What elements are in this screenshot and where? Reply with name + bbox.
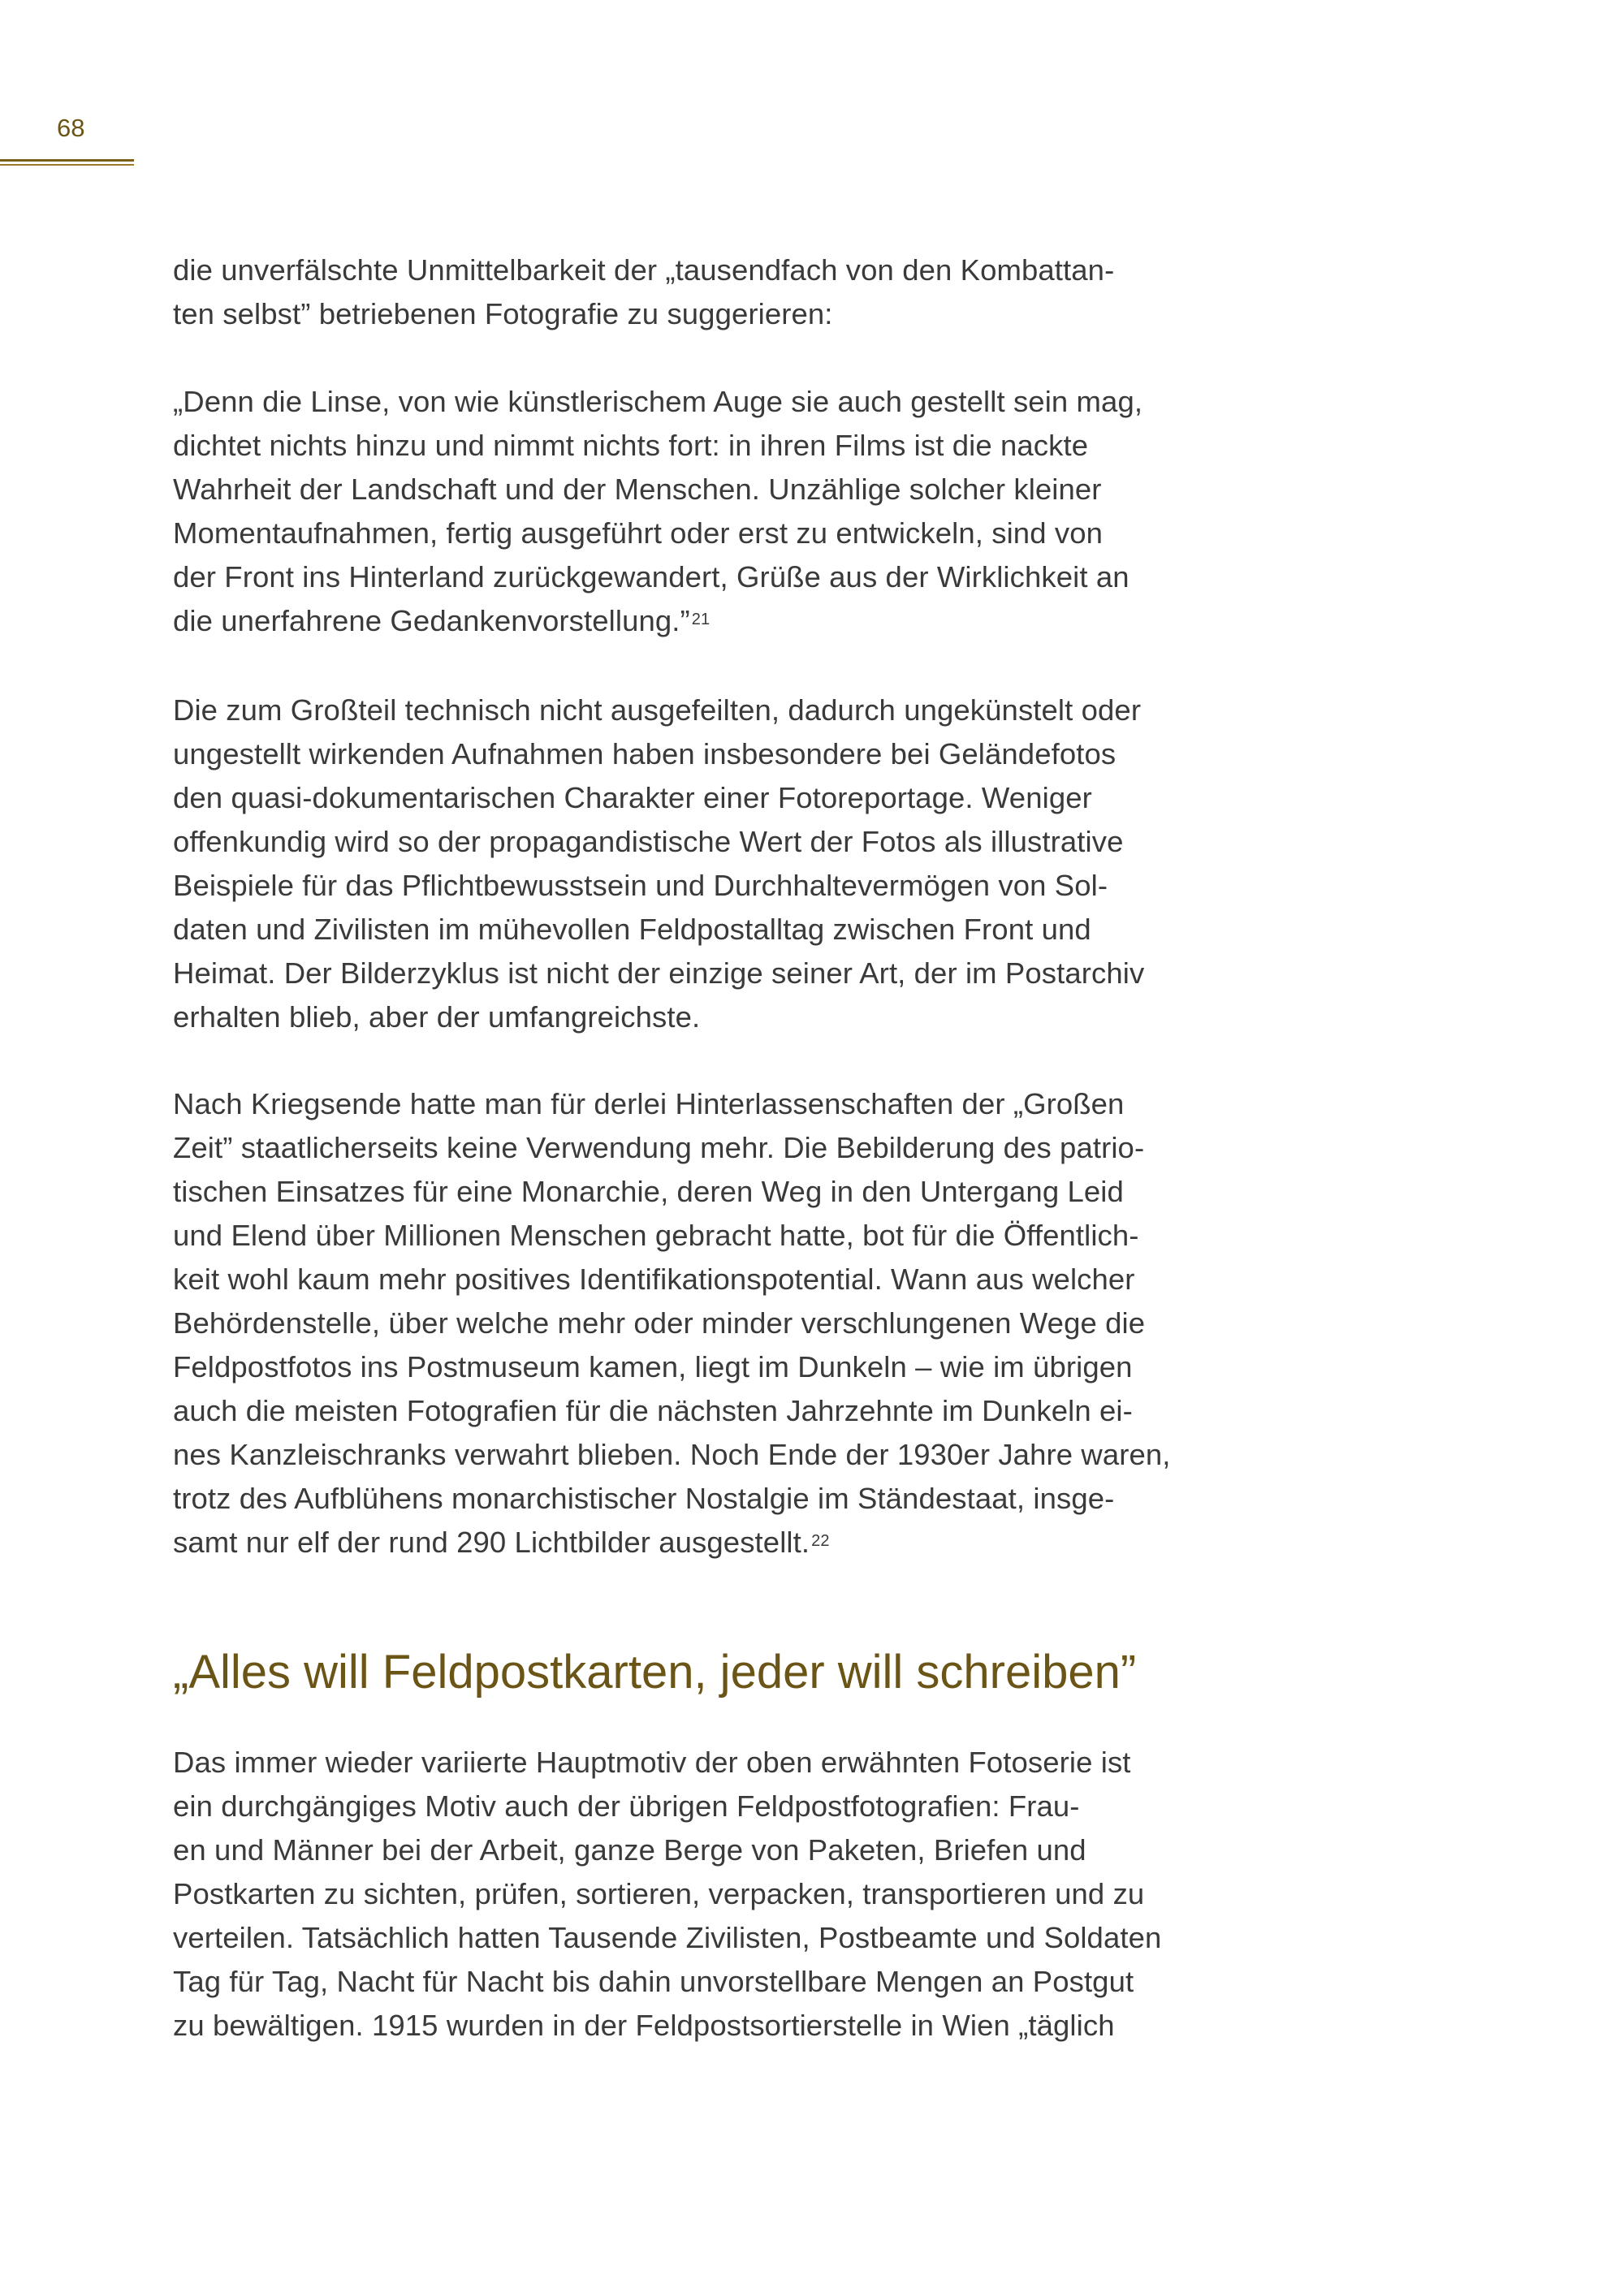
line-text: Momentaufnahmen, fertig ausgeführt oder erst zu entwickeln, sind von	[173, 516, 1104, 550]
text-line	[173, 1258, 1277, 1301]
line-text: „Denn die Linse, von wie künstlerischem Auge sie auch gestellt sein mag,	[173, 385, 1143, 418]
line-text: tischen Einsatzes für eine Monarchie, deren Weg in den Untergang Leid	[173, 1175, 1124, 1208]
text-line	[173, 1389, 1277, 1433]
text-line	[173, 424, 1277, 468]
text-line	[173, 2004, 1277, 2048]
line-text: den quasi-dokumentarischen Charakter einer Fotoreportage. Weniger	[173, 781, 1092, 814]
line-text: ten selbst” betriebenen Fotografie zu suggerieren:	[173, 297, 833, 330]
text-line	[173, 820, 1277, 864]
text-line	[173, 864, 1277, 908]
text-line	[173, 1477, 1277, 1521]
paragraph-photos	[173, 688, 1277, 1039]
text-line	[173, 1521, 1277, 1565]
page-number: 68	[57, 114, 85, 142]
text-line	[173, 732, 1277, 776]
text-line	[173, 1345, 1277, 1389]
line-text: Postkarten zu sichten, prüfen, sortieren, verpacken, transportieren und zu	[173, 1877, 1145, 1910]
line-text: dichtet nichts hinzu und nimmt nichts fort: in ihren Films ist die nackte	[173, 429, 1089, 462]
text-line	[173, 1872, 1277, 1916]
line-text: Feldpostfotos ins Postmuseum kamen, liegt im Dunkeln – wie im übrigen	[173, 1350, 1133, 1383]
line-text: zu bewältigen. 1915 wurden in der Feldpostsortierstelle in Wien „täglich	[173, 2009, 1115, 2042]
line-text: daten und Zivilisten im mühevollen Feldpostalltag zwischen Front und	[173, 913, 1091, 946]
text-line	[173, 1828, 1277, 1872]
text-line	[173, 1741, 1277, 1785]
text-line	[173, 248, 1277, 292]
line-text: Die zum Großteil technisch nicht ausgefeilten, dadurch ungekünstelt oder	[173, 693, 1142, 727]
footnote-reference[interactable]: 22	[811, 1532, 830, 1550]
block-quote	[173, 380, 1277, 643]
line-text: Beispiele für das Pflichtbewusstsein und Durchhaltevermögen von Sol-	[173, 869, 1108, 902]
header-rule-secondary	[0, 164, 134, 166]
line-text: die unverfälschte Unmittelbarkeit der „tausendfach von den Kombattan-	[173, 253, 1115, 287]
line-text: der Front ins Hinterland zurückgewandert, Grüße aus der Wirklichkeit an	[173, 560, 1129, 594]
footnote-reference[interactable]: 21	[691, 611, 710, 628]
text-line	[173, 1301, 1277, 1345]
text-line	[173, 1170, 1277, 1214]
section-heading: „Alles will Feldpostkarten, jeder will schreiben”	[173, 1646, 1137, 1698]
paragraph-intro	[173, 248, 1277, 336]
text-line	[173, 1082, 1277, 1126]
line-text: trotz des Aufblühens monarchistischer Nostalgie im Ständestaat, insge-	[173, 1482, 1115, 1515]
text-line	[173, 688, 1277, 732]
line-text: ein durchgängiges Motiv auch der übrigen Feldpostfotografien: Frau-	[173, 1789, 1080, 1823]
header-rule	[0, 159, 134, 162]
line-text: verteilen. Tatsächlich hatten Tausende Zivilisten, Postbeamte und Soldaten	[173, 1921, 1162, 1954]
text-line	[173, 995, 1277, 1039]
text-line	[173, 776, 1277, 820]
line-text: ungestellt wirkenden Aufnahmen haben insbesondere bei Geländefotos	[173, 737, 1116, 770]
text-line	[173, 555, 1277, 599]
line-text: nes Kanzleischranks verwahrt blieben. Noch Ende der 1930er Jahre waren,	[173, 1438, 1171, 1471]
text-line	[173, 1433, 1277, 1477]
line-text: und Elend über Millionen Menschen gebracht hatte, bot für die Öffentlich-	[173, 1219, 1139, 1252]
line-text: en und Männer bei der Arbeit, ganze Berge von Paketen, Briefen und	[173, 1833, 1086, 1867]
line-text: Wahrheit der Landschaft und der Menschen. Unzählige solcher kleiner	[173, 473, 1102, 506]
line-text: Heimat. Der Bilderzyklus ist nicht der einzige seiner Art, der im Postarchiv	[173, 956, 1145, 990]
line-text: keit wohl kaum mehr positives Identifikationspotential. Wann aus welcher	[173, 1263, 1135, 1296]
text-line	[173, 511, 1277, 555]
paragraph-postwar	[173, 1082, 1277, 1565]
text-line	[173, 292, 1277, 336]
text-line	[173, 1916, 1277, 1960]
text-line	[173, 1960, 1277, 2004]
paragraph-main-motif	[173, 1741, 1277, 2048]
line-text: erhalten blieb, aber der umfangreichste.	[173, 1000, 701, 1034]
line-text: die unerfahrene Gedankenvorstellung.”	[173, 604, 690, 637]
line-text: Behördenstelle, über welche mehr oder minder verschlungenen Wege die	[173, 1306, 1146, 1340]
line-text: offenkundig wird so der propagandistische Wert der Fotos als illustrative	[173, 825, 1124, 858]
line-text: Nach Kriegsende hatte man für derlei Hinterlassenschaften der „Großen	[173, 1087, 1125, 1120]
line-text: Zeit” staatlicherseits keine Verwendung mehr. Die Bebilderung des patrio-	[173, 1131, 1145, 1164]
text-line	[173, 1126, 1277, 1170]
text-line	[173, 1785, 1277, 1828]
text-line	[173, 468, 1277, 511]
text-line	[173, 1214, 1277, 1258]
text-line	[173, 599, 1277, 643]
line-text: samt nur elf der rund 290 Lichtbilder ausgestellt.	[173, 1526, 810, 1559]
text-line	[173, 952, 1277, 995]
text-line	[173, 908, 1277, 952]
line-text: Das immer wieder variierte Hauptmotiv der oben erwähnten Fotoserie ist	[173, 1746, 1131, 1779]
line-text: Tag für Tag, Nacht für Nacht bis dahin unvorstellbare Mengen an Postgut	[173, 1965, 1134, 1998]
line-text: auch die meisten Fotografien für die nächsten Jahrzehnte im Dunkeln ei-	[173, 1394, 1133, 1427]
text-line	[173, 380, 1277, 424]
